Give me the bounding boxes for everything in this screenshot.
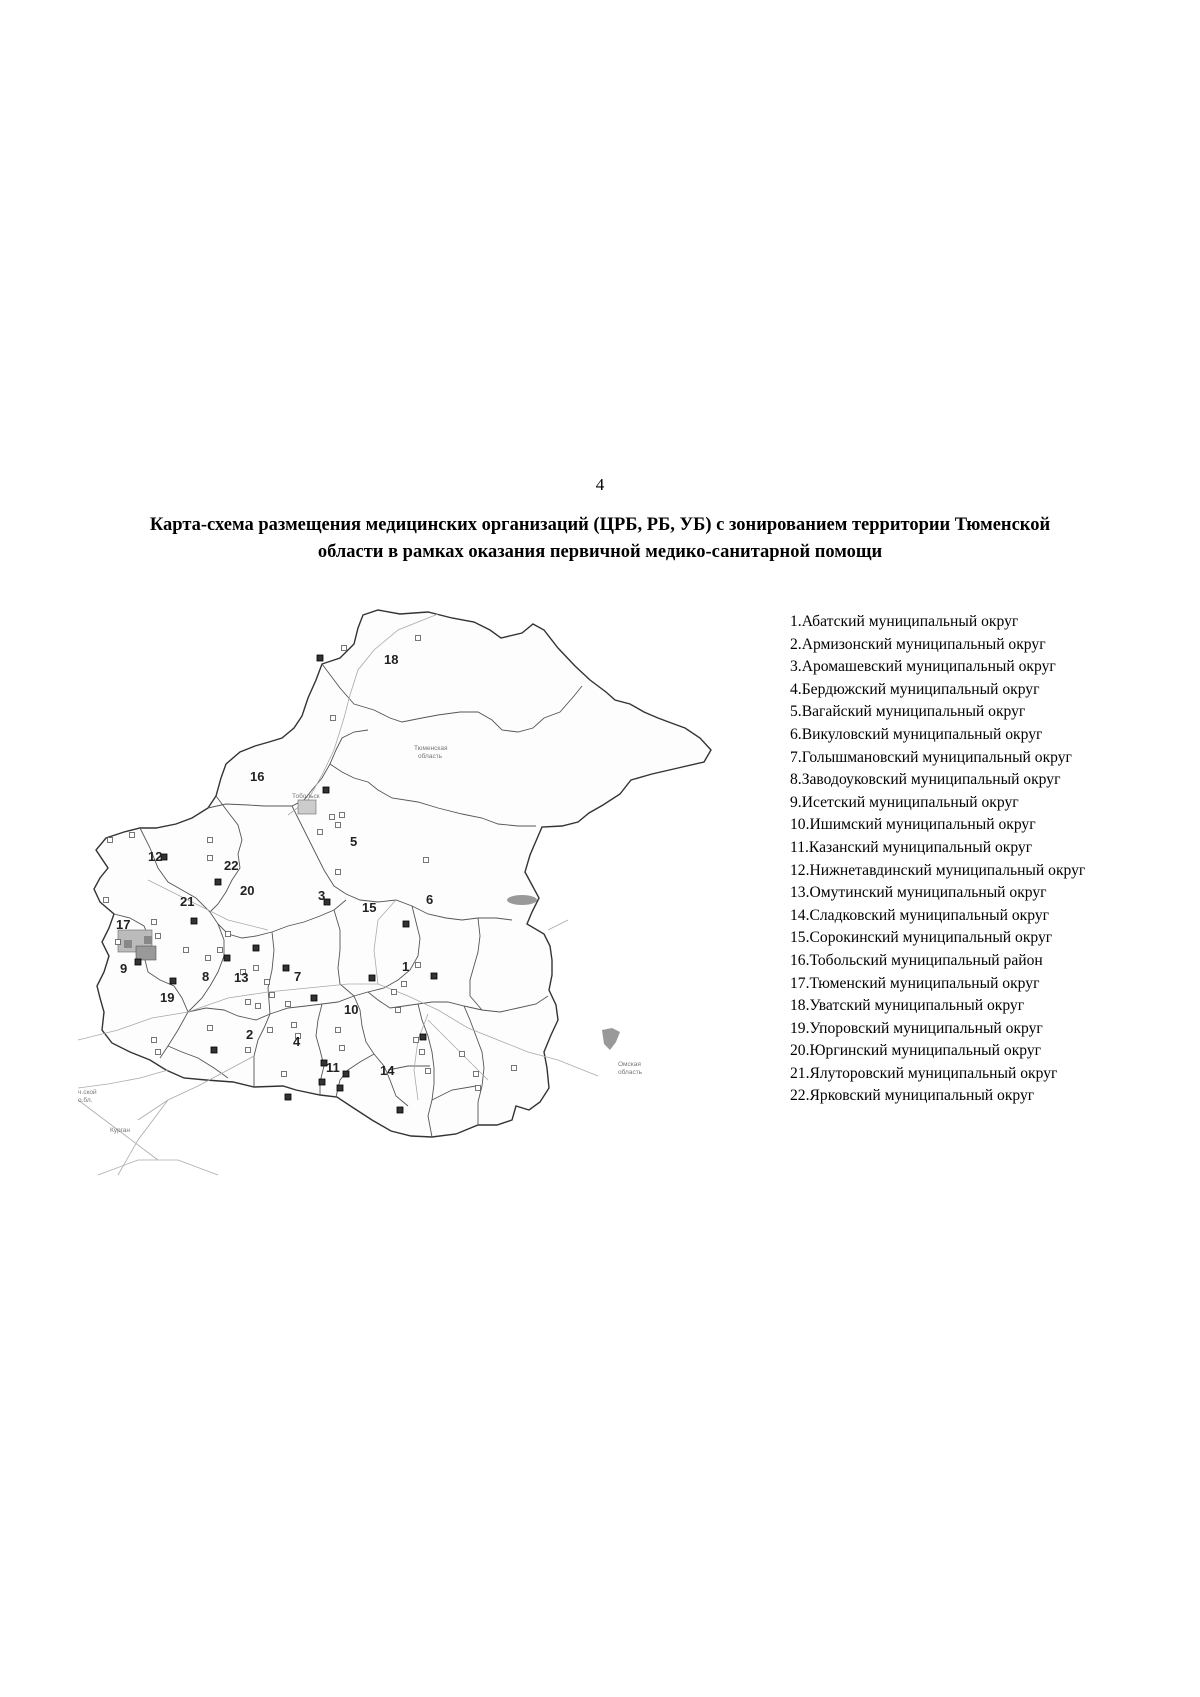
district-label-10: 10: [344, 1002, 359, 1017]
medical-facility-marker: [152, 920, 157, 925]
medical-facility-marker: [265, 980, 270, 985]
tobolsk-city-cluster: [298, 800, 316, 814]
legend-item: 11.Казанский муниципальный округ: [790, 838, 1033, 856]
legend-item: 18.Уватский муниципальный округ: [790, 997, 1025, 1015]
district-label-19: 19: [160, 990, 175, 1005]
title-line-1: Карта-схема размещения медицинских организаций (ЦРБ, РБ, УБ) с зонированием территории Тюменской: [149, 515, 1051, 535]
central-hospital-marker: [224, 955, 230, 961]
legend-item: 21.Ялуторовский муниципальный округ: [790, 1064, 1058, 1082]
medical-facility-marker: [156, 934, 161, 939]
medical-facility-marker: [402, 982, 407, 987]
legend-item: 17.Тюменский муниципальный округ: [790, 974, 1040, 992]
medical-facility-marker: [218, 948, 223, 953]
medical-facility-marker: [208, 856, 213, 861]
district-label-17: 17: [116, 917, 131, 932]
medical-facility-marker: [226, 932, 231, 937]
medical-facility-marker: [416, 636, 421, 641]
medical-facility-marker: [460, 1052, 465, 1057]
tobolsk-label: Тобольск: [292, 793, 320, 800]
page-number: 4: [595, 475, 605, 494]
medical-facility-marker: [208, 1026, 213, 1031]
kurgan-label: Курган: [110, 1127, 131, 1134]
medical-facility-marker: [396, 1008, 401, 1013]
central-hospital-marker: [311, 995, 317, 1001]
district-label-9: 9: [120, 961, 128, 976]
legend-item: 16.Тобольский муниципальный район: [790, 951, 1043, 969]
district-label-13: 13: [234, 970, 249, 985]
medical-facility-marker: [512, 1066, 517, 1071]
legend-item: 19.Упоровский муниципальный округ: [790, 1019, 1043, 1037]
medical-facility-marker: [342, 646, 347, 651]
medical-facility-marker: [414, 1038, 419, 1043]
district-label-15: 15: [362, 900, 377, 915]
district-label-2: 2: [246, 1027, 254, 1042]
district-label-20: 20: [240, 883, 255, 898]
legend-item: 6.Викуловский муниципальный округ: [790, 725, 1043, 743]
district-label-22: 22: [224, 858, 239, 873]
medical-facility-marker: [330, 815, 335, 820]
medical-facility-marker: [416, 963, 421, 968]
medical-facility-marker: [116, 940, 121, 945]
district-label-8: 8: [202, 969, 210, 984]
medical-facility-marker: [392, 990, 397, 995]
legend-item: 9.Исетский муниципальный округ: [790, 793, 1019, 811]
legend-item: 8.Заводоуковский муниципальный округ: [790, 771, 1061, 789]
medical-facility-marker: [254, 966, 259, 971]
medical-facility-marker: [268, 1028, 273, 1033]
medical-facility-marker: [340, 1046, 345, 1051]
district-label-3: 3: [318, 888, 326, 903]
medical-facility-marker: [184, 948, 189, 953]
legend-item: 7.Голышмановский муниципальный округ: [790, 748, 1072, 766]
central-hospital-marker: [191, 918, 197, 924]
medical-facility-marker: [156, 1050, 161, 1055]
central-hospital-marker: [135, 959, 141, 965]
legend-item: 5.Вагайский муниципальный округ: [790, 703, 1026, 721]
central-hospital-marker: [317, 655, 323, 661]
medical-facility-marker: [256, 1004, 261, 1009]
medical-facility-marker: [292, 1023, 297, 1028]
medical-facility-marker: [286, 1002, 291, 1007]
district-label-16: 16: [250, 769, 265, 784]
medical-facility-marker: [108, 838, 113, 843]
medical-facility-marker: [206, 956, 211, 961]
district-label-4: 4: [293, 1034, 301, 1049]
page-title: [100, 512, 1100, 566]
medical-facility-marker: [246, 1048, 251, 1053]
medical-facility-marker: [270, 993, 275, 998]
legend-item: 4.Бердюжский муниципальный округ: [790, 680, 1040, 698]
legend-item: 20.Юргинский муниципальный округ: [790, 1042, 1042, 1060]
oblast-outline: [94, 610, 711, 1137]
district-label-14: 14: [380, 1063, 395, 1078]
district-label-7: 7: [294, 969, 302, 984]
district-label-18: 18: [384, 652, 399, 667]
district-label-12: 12: [148, 849, 163, 864]
legend-item: 10.Ишимский муниципальный округ: [790, 816, 1036, 834]
title-line-2: области в рамках оказания первичной медико-санитарной помощи: [317, 542, 883, 562]
medical-facility-marker: [336, 870, 341, 875]
legend-item: 2.Армизонский муниципальный округ: [790, 635, 1046, 653]
legend-item: 22.Ярковский муниципальный округ: [790, 1087, 1035, 1105]
central-hospital-marker: [431, 973, 437, 979]
central-hospital-marker: [215, 879, 221, 885]
medical-facility-marker: [331, 716, 336, 721]
central-hospital-marker: [283, 965, 289, 971]
district-label-11: 11: [326, 1060, 340, 1075]
omsk-oblast-label-2: область: [618, 1069, 643, 1076]
medical-facility-marker: [476, 1086, 481, 1091]
district-label-21: 21: [180, 894, 195, 909]
legend-item: 14.Сладковский муниципальный округ: [790, 906, 1050, 924]
medical-facility-marker: [426, 1069, 431, 1074]
central-hospital-marker: [253, 945, 259, 951]
central-hospital-marker: [343, 1071, 349, 1077]
district-label-6: 6: [426, 892, 434, 907]
legend-item: 13.Омутинский муниципальный округ: [790, 884, 1047, 902]
central-hospital-marker: [337, 1085, 343, 1091]
district-label-1: 1: [402, 959, 410, 974]
medical-facility-marker: [246, 1000, 251, 1005]
district-legend: [790, 611, 1085, 1108]
chelyabinsk-label-1: ч.ской: [78, 1089, 97, 1096]
medical-facility-marker: [424, 858, 429, 863]
legend-item: 15.Сорокинский муниципальный округ: [790, 929, 1053, 947]
tyumen-oblast-label-2: область: [418, 753, 443, 760]
medical-facility-marker: [130, 833, 135, 838]
omsk-oblast-label-1: Омская: [618, 1061, 641, 1068]
medical-facility-marker: [104, 898, 109, 903]
central-hospital-marker: [211, 1047, 217, 1053]
legend-item: 3.Аромашевский муниципальный округ: [790, 658, 1056, 676]
central-hospital-marker: [369, 975, 375, 981]
medical-facility-marker: [152, 1038, 157, 1043]
medical-facility-marker: [336, 1028, 341, 1033]
medical-facility-marker: [336, 823, 341, 828]
central-hospital-marker: [420, 1034, 426, 1040]
medical-facility-marker: [340, 813, 345, 818]
legend-item: 1.Абатский муниципальный округ: [790, 613, 1019, 630]
medical-facility-marker: [318, 830, 323, 835]
central-hospital-marker: [397, 1107, 403, 1113]
district-label-5: 5: [350, 834, 358, 849]
tyumen-oblast-label-1: Тюменская: [414, 745, 448, 752]
medical-facility-marker: [282, 1072, 287, 1077]
medical-facility-marker: [474, 1072, 479, 1077]
central-hospital-marker: [285, 1094, 291, 1100]
chelyabinsk-label-2: о.бл.: [78, 1097, 93, 1104]
legend-item: 12.Нижнетавдинский муниципальный округ: [790, 861, 1086, 879]
central-hospital-marker: [319, 1079, 325, 1085]
tyumen-region-map: [78, 600, 738, 1180]
central-hospital-marker: [403, 921, 409, 927]
medical-facility-marker: [420, 1050, 425, 1055]
medical-facility-marker: [208, 838, 213, 843]
central-hospital-marker: [170, 978, 176, 984]
central-hospital-marker: [323, 787, 329, 793]
